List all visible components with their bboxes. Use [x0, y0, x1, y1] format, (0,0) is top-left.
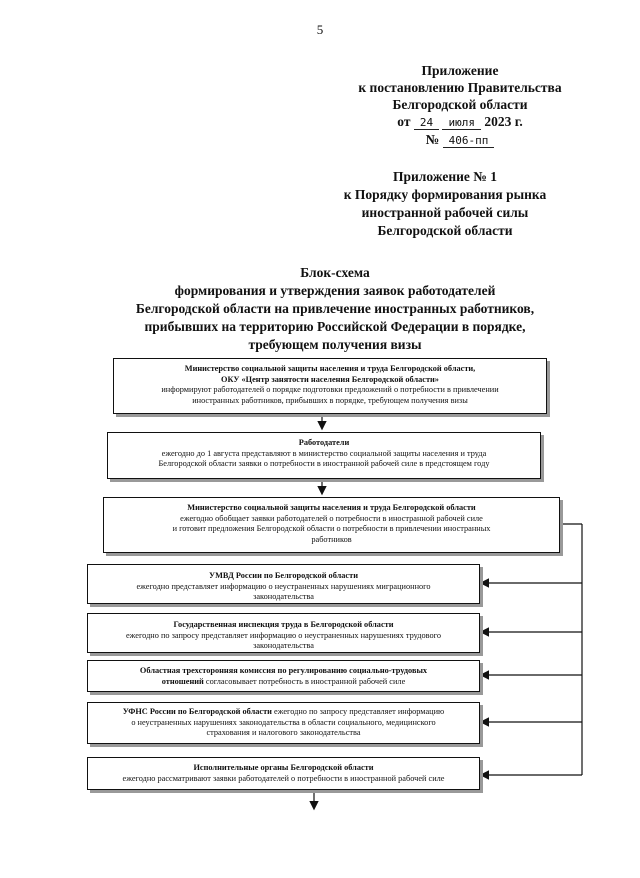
box-title: ОКУ «Центр занятости населения Белгородской области»: [221, 374, 439, 384]
box-title: Государственная инспекция труда в Белгородской области: [173, 620, 394, 629]
appendix-line: к Порядку формирования рынка: [343, 187, 547, 202]
title-line: Блок-схема: [300, 265, 370, 280]
box-text: ежегодно рассматривают заявки работодателей о потребности в иностранной рабочей силе: [122, 773, 445, 783]
box-text: согласовывает потребность в иностранной рабочей силе: [203, 676, 406, 686]
box-title: Работодатели: [298, 438, 350, 447]
box-title: УМВД России по Белгородской области: [209, 571, 358, 580]
box-text: работников: [311, 534, 352, 544]
date-day: 24: [414, 116, 439, 130]
box-ministry-informs: [113, 358, 547, 414]
title-line: прибывших на территорию Российской Федерации в порядке,: [144, 319, 526, 334]
title-line: требующем получения визы: [248, 337, 422, 352]
header-line: Приложение: [421, 63, 499, 78]
header-line: Белгородской области: [392, 97, 528, 112]
box-executive-bodies: [87, 757, 480, 790]
page-number: 5: [316, 22, 324, 37]
box-text-line: [88, 707, 479, 718]
date-month: июля: [442, 116, 481, 130]
number-prefix: №: [425, 132, 440, 147]
appendix-line: Приложение № 1: [393, 169, 497, 184]
box-title-cont: отношений: [161, 676, 204, 686]
box-text: Белгородской области заявки о потребности в иностранной рабочей силе в предстоящем году: [158, 459, 490, 468]
box-text: ежегодно по запросу представляет информацию: [271, 707, 445, 716]
box-tripartite-commission: [87, 660, 480, 692]
box-text: и готовит предложения Белгородской области о потребности в привлечении иностранных: [172, 524, 491, 533]
box-title: Министерство социальной защиты населения и труда Белгородской области,: [184, 364, 476, 373]
box-title: Областная трехсторонняя комиссия по регулированию социально-трудовых: [139, 666, 428, 675]
box-text: информируют работодателей о порядке подготовки предложений о потребности в привлечении: [161, 385, 499, 394]
box-title: УФНС России по Белгородской области: [122, 707, 272, 716]
date-year: 2023 г.: [484, 114, 523, 129]
number-value: 406-пп: [443, 134, 495, 148]
box-text: ежегодно обобщает заявки работодателей о потребности в иностранной рабочей силе: [180, 513, 483, 523]
box-text: ежегодно представляет информацию о неустраненных нарушениях миграционного: [136, 581, 431, 591]
box-text: законодательства: [253, 592, 314, 601]
box-title: Министерство социальной защиты населения и труда Белгородской области: [187, 503, 476, 512]
title-line: Белгородской области на привлечение иностранных работников,: [135, 301, 535, 316]
box-ministry-summarizes: [103, 497, 560, 553]
box-text: страхования и налогового законодательства: [206, 728, 361, 737]
header-line: к постановлению Правительства: [358, 80, 562, 95]
appendix-line: иностранной рабочей силы: [361, 205, 529, 220]
box-text: иностранных работников, прибывших в порядке, требующем получения визы: [192, 395, 468, 405]
box-text: законодательства: [253, 641, 314, 650]
date-prefix: от: [397, 114, 411, 129]
box-text: о неустраненных нарушениях законодательства в области социального, медицинского: [131, 717, 436, 727]
title-line: формирования и утверждения заявок работодателей: [174, 283, 496, 298]
box-text: ежегодно до 1 августа представляют в министерство социальной защиты населения и труда: [161, 448, 487, 458]
box-text: ежегодно по запросу представляет информацию о неустраненных нарушениях трудового: [125, 630, 442, 640]
box-umvd: [87, 564, 480, 604]
box-labor-inspection: [87, 613, 480, 653]
box-ufns: [87, 702, 480, 744]
appendix-line: Белгородской области: [377, 223, 513, 238]
box-title: Исполнительные органы Белгородской области: [193, 763, 374, 772]
box-employers: [107, 432, 541, 479]
box-text-line: [88, 677, 479, 688]
